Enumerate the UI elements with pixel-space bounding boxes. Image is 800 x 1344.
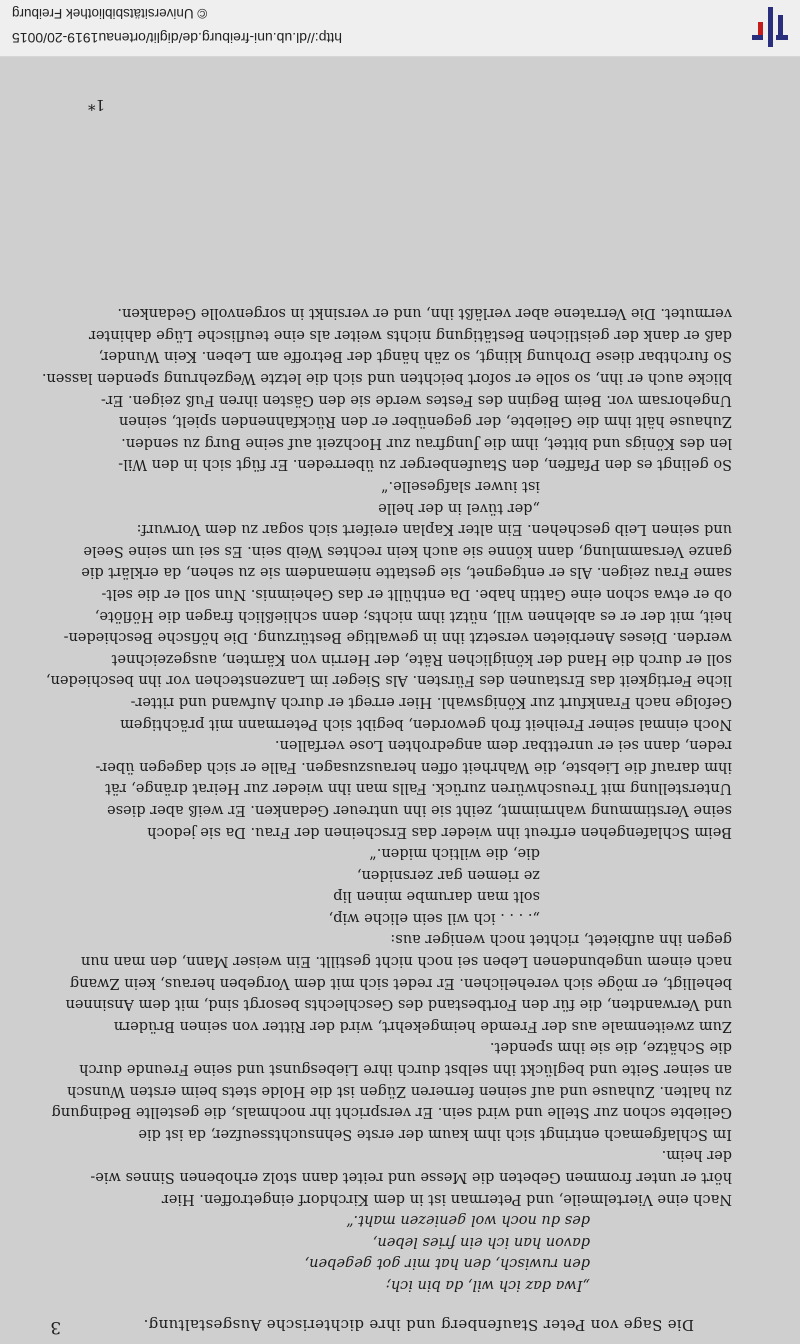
text-line: Ungehorsam vor. Beim Beginn des Festes werde sie den Gästen ihren Fuß zeigen. Er- xyxy=(100,391,732,408)
text-line: Zum zweitenmale aus der Fremde heimgekehrt, wird der Ritter von seinen Brüdern xyxy=(113,1017,732,1034)
text-line: Geliebte schon zur Stelle und wird sein. Er verspricht ihr nochmals, die gestellte Bedingung xyxy=(51,1104,732,1121)
text-line: nach einem ungebundenen Leben sei noch nicht gestillt. Ein weiser Mann, den man nun xyxy=(80,953,732,970)
text-line: same Frau zeigen. Als er entgegnet, sie gestatte niemandem sie zu sehen, da erklärt die xyxy=(81,564,732,581)
page-header xyxy=(40,1295,760,1337)
text-line: reden, dann sei er unrettbar dem angedrohten Lose verfallen. xyxy=(274,737,732,754)
verse-block-1 xyxy=(40,1209,590,1295)
verse-line: den ruwisch, den hat mir got gegeben, xyxy=(304,1255,590,1272)
text-line: Gefolge nach Frankfurt zur Königswahl. Hier erregt er durch Aufwand und ritter- xyxy=(130,693,732,710)
page-sheet-rotated xyxy=(40,67,760,1337)
page-number: 3 xyxy=(50,1317,62,1337)
verse-line: „. . . . ich wil sein eliche wip, xyxy=(328,909,540,926)
paragraph-6 xyxy=(40,302,760,475)
verse-line: solt man darumbe minen lip xyxy=(333,888,540,905)
text-line: der heim. xyxy=(661,1147,732,1164)
text-line: seine Verstimmung wahrnimmt, zeiht sie ihn untreuer Gedanken. Er weiß aber diese xyxy=(107,801,732,818)
paragraph-1 xyxy=(40,1144,760,1209)
scanned-page xyxy=(0,57,800,1344)
verse-block-3 xyxy=(40,474,540,517)
text-line: daß er dank der geistlichen Bestätigung nichts weiter als eine teuflische Lüge dahinter xyxy=(88,326,732,343)
university-library-logo-icon xyxy=(748,5,792,49)
verse-line: ze riemen gar zersniden, xyxy=(356,866,540,883)
verse-line: „Iwa daz ich wil, da bin ich; xyxy=(385,1277,590,1293)
text-line: ob er etwa schon eine Gattin habe. Da enthüllt er das Geheimnis. Nun soll er die selt- xyxy=(101,586,732,602)
verse-line: des du noch wol geniezen maht.“ xyxy=(346,1212,590,1229)
text-line: hört er unter frommen Gebeten die Messe und reitet dann stolz erhobenen Sinnes wie- xyxy=(90,1169,732,1186)
text-line: Noch einmal seiner Freiheit froh geworden, begibt sich Petermann mit prächtigem xyxy=(120,715,732,732)
text-line: Zuhause hält ihm die Geliebte, der gegenüber er den Rückfahnenden spielt, seinen xyxy=(118,413,732,430)
text-line: blicke auch er ihn, so solle er sofort beichten und sich die letzte Wegzehrung spenden lassen. xyxy=(41,370,732,387)
paragraph-4 xyxy=(40,734,760,842)
text-line: len des Königs und bittet, ihm die Jungfrau zur Hochzeit auf seine Burg zu senden. xyxy=(121,434,732,451)
text-line: liche Fertigkeit das Erstaunen des Fürsten. Als Sieger im Lanzenstechen vor ihn beschieden, xyxy=(45,672,732,689)
text-line: werden. Dieses Anerbieten versetzt ihn in gewaltige Bestürzung. Die höfische Beschieden- xyxy=(63,629,732,646)
text-line: Im Schlafgemach entringt sich ihm kaum der erste Sehnsuchtsseufzer, da ist die xyxy=(138,1125,732,1142)
text-line: heit, mit der er es ablehnen will, nützt ihm nichts; denn schließlich fragen die Höflöte, xyxy=(94,607,732,624)
copyright-notice: © Universitätsbibliothek Freiburg xyxy=(12,6,208,21)
text-line: Unterstellung mit Treuschwüren zurück. Falls man ihn wieder zur Heirat dränge, rät xyxy=(105,780,732,797)
text-line: So furchtbar diese Drohung klingt, so zäh hängt der Betroffe am Leben. Kein Wunder, xyxy=(98,348,732,365)
paragraph-3 xyxy=(40,928,760,1036)
text-line: behelligt, er möge sich verehelichen. Er redet sich mit dem Vorgeben heraus, kein Zwang xyxy=(69,974,732,991)
text-line: So gelingt es den Pfaffen, den Staufenberger zu überreden. Er fügt sich in den Wil- xyxy=(118,456,732,473)
running-title: Die Sage von Peter Staufenberg und ihre dichterische Ausgestaltung. xyxy=(143,1316,694,1334)
verse-block-2 xyxy=(40,842,540,928)
text-line: Beim Schlafengehen erfreut ihn wieder das Erscheinen der Frau. Da sie jedoch xyxy=(147,823,732,840)
text-line: und seinen Leib geschehen. Ein alter Kaplan ereifert sich sogar zu dem Vorwurf: xyxy=(136,521,732,538)
text-line: Nach eine Viertelmeile, und Peterman ist in dem Kirchdorf eingetroffen. Hier xyxy=(161,1190,732,1207)
library-banner xyxy=(0,0,800,57)
permalink-url[interactable]: http://dl.ub.uni-freiburg.de/diglit/ortenau1919-20/0015 xyxy=(12,30,343,46)
text-line: ganze Versammlung, dann könne sie auch kein rechtes Weib sein. Es sei um seine Seele xyxy=(83,542,732,559)
text-line: ihm darauf die Liebste, die Wahrheit offen herauszusagen. Falle er sich dagegen über- xyxy=(95,758,732,775)
text-line: soll er durch die Hand der königlichen Räte, der Herrin von Kärnten, ausgezeichnet xyxy=(111,650,732,667)
signature-mark: 1* xyxy=(88,95,106,114)
text-line: gegen ihn aufbietet, richtet noch weniger aus: xyxy=(390,931,732,948)
paragraph-2 xyxy=(40,1036,760,1144)
text-line: und Verwandten, die für den Fortbestand des Geschlechts besorgt sind, mit dem Ansinnen xyxy=(65,996,732,1013)
verse-line: „der tüvel in der helle xyxy=(378,499,540,516)
text-line: an seiner Seite und beglückt ihn selbst durch ihre Liebesgunst und seine Freunde durch xyxy=(79,1061,732,1078)
verse-line: ist iuwer slafgeselle.“ xyxy=(381,478,540,495)
verse-line: davon han ich ein fries leben, xyxy=(372,1233,590,1250)
verse-line: die, die wiltich miden.“ xyxy=(369,845,540,862)
text-line: zu halten. Zuhause und auf seinen ferneren Zügen ist die Holde stets beim ersten Wunsch xyxy=(67,1082,732,1099)
text-line: die Schätze, die sie ihm spendet. xyxy=(489,1039,732,1056)
paragraph-5 xyxy=(40,518,760,734)
text-line: vermutet. Die Verratene aber verläßt ihn, und er versinkt in sorgenvolle Gedanken. xyxy=(117,305,732,322)
